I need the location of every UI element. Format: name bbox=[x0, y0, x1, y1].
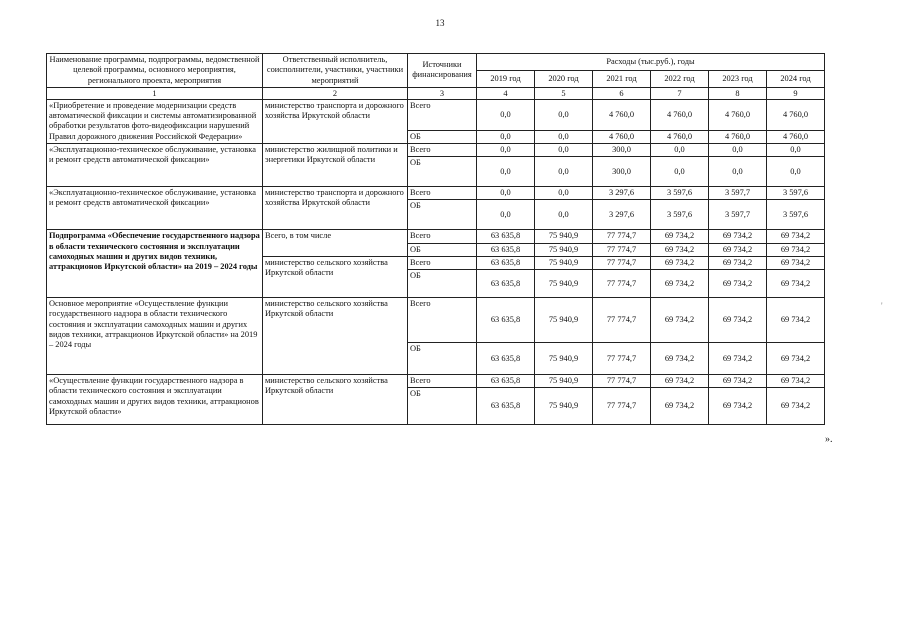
executor: министерство сельского хозяйства Иркутской области bbox=[263, 298, 408, 375]
amount-cell: 77 774,7 bbox=[593, 256, 651, 269]
amount-cell: 0,0 bbox=[477, 99, 535, 130]
amount-cell: 4 760,0 bbox=[593, 130, 651, 143]
amount-cell: 69 734,2 bbox=[709, 270, 767, 298]
amount-cell: 0,0 bbox=[535, 187, 593, 200]
budget-table bbox=[46, 53, 825, 425]
header-source: Источники финансирования bbox=[408, 54, 477, 88]
amount-cell: 75 940,9 bbox=[535, 256, 593, 269]
amount-cell: 69 734,2 bbox=[767, 243, 825, 256]
amount-cell: 3 597,6 bbox=[651, 200, 709, 230]
subprogram-name: Подпрограмма «Обеспечение государственного надзора в области технического состояния и эксплуатации самоходных машин и других видов техники, аттракционов Иркутской области» на 2019 – 2024 годы bbox=[47, 230, 263, 298]
column-numbers-row bbox=[47, 87, 825, 99]
amount-cell: 0,0 bbox=[477, 200, 535, 230]
amount-cell: 69 734,2 bbox=[767, 388, 825, 425]
column-number: 8 bbox=[709, 87, 767, 99]
amount-cell: 77 774,7 bbox=[593, 388, 651, 425]
amount-cell: 69 734,2 bbox=[651, 298, 709, 343]
closing-quote: ». bbox=[825, 434, 833, 445]
amount-cell: 77 774,7 bbox=[593, 375, 651, 388]
amount-cell: 75 940,9 bbox=[535, 388, 593, 425]
table-row bbox=[47, 143, 825, 156]
amount-cell: 4 760,0 bbox=[709, 99, 767, 130]
amount-cell: 69 734,2 bbox=[651, 375, 709, 388]
page-number: 13 bbox=[435, 18, 445, 28]
header-name: Наименование программы, подпрограммы, ведомственной целевой программы, основного мероприятия, регионального проекта, мероприятия bbox=[47, 54, 263, 88]
amount-cell: 0,0 bbox=[535, 200, 593, 230]
amount-cell: 69 734,2 bbox=[709, 375, 767, 388]
amount-cell: 3 597,7 bbox=[709, 200, 767, 230]
amount-cell: 0,0 bbox=[709, 157, 767, 187]
amount-cell: 77 774,7 bbox=[593, 270, 651, 298]
header-year: 2021 год bbox=[593, 70, 651, 87]
executor: министерство транспорта и дорожного хозяйства Иркутской области bbox=[263, 187, 408, 230]
amount-cell: 300,0 bbox=[593, 143, 651, 156]
amount-cell: 3 597,6 bbox=[767, 200, 825, 230]
program-name: «Эксплуатационно-техническое обслуживание, установка и ремонт средств автоматической фиксации» bbox=[47, 143, 263, 186]
amount-cell: 0,0 bbox=[477, 143, 535, 156]
program-name: «Осуществление функции государственного надзора в области технического состояния и эксплуатации самоходных машин и других видов техники, аттракционов Иркутской области» bbox=[47, 375, 263, 425]
executor-total: Всего, в том числе bbox=[263, 230, 408, 257]
amount-cell: 63 635,8 bbox=[477, 243, 535, 256]
header-year: 2024 год bbox=[767, 70, 825, 87]
amount-cell: 3 597,7 bbox=[709, 187, 767, 200]
funding-source: ОБ bbox=[408, 270, 477, 298]
header-year: 2022 год bbox=[651, 70, 709, 87]
amount-cell: 4 760,0 bbox=[651, 99, 709, 130]
amount-cell: 0,0 bbox=[709, 143, 767, 156]
amount-cell: 75 940,9 bbox=[535, 230, 593, 243]
amount-cell: 75 940,9 bbox=[535, 270, 593, 298]
amount-cell: 0,0 bbox=[651, 143, 709, 156]
amount-cell: 0,0 bbox=[767, 143, 825, 156]
amount-cell: 63 635,8 bbox=[477, 270, 535, 298]
amount-cell: 69 734,2 bbox=[767, 256, 825, 269]
amount-cell: 0,0 bbox=[535, 157, 593, 187]
funding-source: Всего bbox=[408, 375, 477, 388]
amount-cell: 3 297,6 bbox=[593, 187, 651, 200]
funding-source: Всего bbox=[408, 256, 477, 269]
amount-cell: 0,0 bbox=[477, 187, 535, 200]
amount-cell: 63 635,8 bbox=[477, 375, 535, 388]
header-year: 2019 год bbox=[477, 70, 535, 87]
amount-cell: 0,0 bbox=[535, 99, 593, 130]
amount-cell: 69 734,2 bbox=[767, 375, 825, 388]
amount-cell: 69 734,2 bbox=[651, 343, 709, 375]
column-number: 7 bbox=[651, 87, 709, 99]
amount-cell: 4 760,0 bbox=[767, 99, 825, 130]
amount-cell: 69 734,2 bbox=[767, 298, 825, 343]
amount-cell: 69 734,2 bbox=[767, 230, 825, 243]
amount-cell: 0,0 bbox=[535, 130, 593, 143]
program-name: «Приобретение и проведение модернизации средств автоматической фиксации и системы автоматизированной обработки результатов фото-видеофиксации нарушений Правил дорожного движения Российской Федерации» bbox=[47, 99, 263, 143]
amount-cell: 3 297,6 bbox=[593, 200, 651, 230]
amount-cell: 77 774,7 bbox=[593, 243, 651, 256]
amount-cell: 0,0 bbox=[767, 157, 825, 187]
amount-cell: 69 734,2 bbox=[651, 270, 709, 298]
amount-cell: 69 734,2 bbox=[651, 230, 709, 243]
column-number: 3 bbox=[408, 87, 477, 99]
amount-cell: 69 734,2 bbox=[709, 230, 767, 243]
amount-cell: 69 734,2 bbox=[709, 243, 767, 256]
funding-source: ОБ bbox=[408, 243, 477, 256]
header-year: 2020 год bbox=[535, 70, 593, 87]
amount-cell: 75 940,9 bbox=[535, 298, 593, 343]
amount-cell: 0,0 bbox=[535, 143, 593, 156]
executor: министерство сельского хозяйства Иркутской области bbox=[263, 375, 408, 425]
amount-cell: 63 635,8 bbox=[477, 388, 535, 425]
column-number: 4 bbox=[477, 87, 535, 99]
amount-cell: 69 734,2 bbox=[651, 243, 709, 256]
amount-cell: 69 734,2 bbox=[709, 388, 767, 425]
amount-cell: 77 774,7 bbox=[593, 298, 651, 343]
amount-cell: 4 760,0 bbox=[709, 130, 767, 143]
program-name: «Эксплуатационно-техническое обслуживание, установка и ремонт средств автоматической фиксации» bbox=[47, 187, 263, 230]
column-number: 6 bbox=[593, 87, 651, 99]
column-number: 5 bbox=[535, 87, 593, 99]
table-row bbox=[47, 187, 825, 200]
amount-cell: 0,0 bbox=[477, 130, 535, 143]
amount-cell: 69 734,2 bbox=[651, 256, 709, 269]
header-year: 2023 год bbox=[709, 70, 767, 87]
amount-cell: 69 734,2 bbox=[767, 270, 825, 298]
amount-cell: 69 734,2 bbox=[651, 388, 709, 425]
column-number: 9 bbox=[767, 87, 825, 99]
column-number: 1 bbox=[47, 87, 263, 99]
amount-cell: 75 940,9 bbox=[535, 343, 593, 375]
funding-source: ОБ bbox=[408, 157, 477, 187]
funding-source: ОБ bbox=[408, 388, 477, 425]
amount-cell: 0,0 bbox=[651, 157, 709, 187]
program-name: Основное мероприятие «Осуществление функции государственного надзора в области технического состояния и эксплуатации самоходных машин и других видов техники, аттракционов Иркутской области» на 2019 – 2024 годы bbox=[47, 298, 263, 375]
margin-mark: ' bbox=[881, 301, 883, 311]
table-row bbox=[47, 230, 825, 243]
amount-cell: 75 940,9 bbox=[535, 243, 593, 256]
funding-source: ОБ bbox=[408, 343, 477, 375]
amount-cell: 4 760,0 bbox=[593, 99, 651, 130]
column-number: 2 bbox=[263, 87, 408, 99]
funding-source: Всего bbox=[408, 230, 477, 243]
amount-cell: 77 774,7 bbox=[593, 230, 651, 243]
table-row bbox=[47, 99, 825, 130]
amount-cell: 300,0 bbox=[593, 157, 651, 187]
amount-cell: 69 734,2 bbox=[709, 256, 767, 269]
header-expenses: Расходы (тыс.руб.), годы bbox=[477, 54, 825, 71]
header-row bbox=[47, 54, 825, 71]
amount-cell: 63 635,8 bbox=[477, 256, 535, 269]
header-executor: Ответственный исполнитель, соисполнители, участники, участники мероприятий bbox=[263, 54, 408, 88]
funding-source: Всего bbox=[408, 99, 477, 130]
amount-cell: 69 734,2 bbox=[767, 343, 825, 375]
funding-source: Всего bbox=[408, 143, 477, 156]
executor: министерство транспорта и дорожного хозяйства Иркутской области bbox=[263, 99, 408, 143]
amount-cell: 4 760,0 bbox=[651, 130, 709, 143]
amount-cell: 69 734,2 bbox=[709, 343, 767, 375]
funding-source: Всего bbox=[408, 298, 477, 343]
executor: министерство сельского хозяйства Иркутской области bbox=[263, 256, 408, 297]
amount-cell: 69 734,2 bbox=[709, 298, 767, 343]
amount-cell: 0,0 bbox=[477, 157, 535, 187]
funding-source: Всего bbox=[408, 187, 477, 200]
amount-cell: 63 635,8 bbox=[477, 298, 535, 343]
funding-source: ОБ bbox=[408, 130, 477, 143]
amount-cell: 77 774,7 bbox=[593, 343, 651, 375]
amount-cell: 4 760,0 bbox=[767, 130, 825, 143]
amount-cell: 3 597,6 bbox=[651, 187, 709, 200]
amount-cell: 63 635,8 bbox=[477, 343, 535, 375]
table-row bbox=[47, 298, 825, 343]
table-row bbox=[47, 375, 825, 388]
executor: министерство жилищной политики и энергетики Иркутской области bbox=[263, 143, 408, 186]
amount-cell: 3 597,6 bbox=[767, 187, 825, 200]
amount-cell: 75 940,9 bbox=[535, 375, 593, 388]
funding-source: ОБ bbox=[408, 200, 477, 230]
amount-cell: 63 635,8 bbox=[477, 230, 535, 243]
